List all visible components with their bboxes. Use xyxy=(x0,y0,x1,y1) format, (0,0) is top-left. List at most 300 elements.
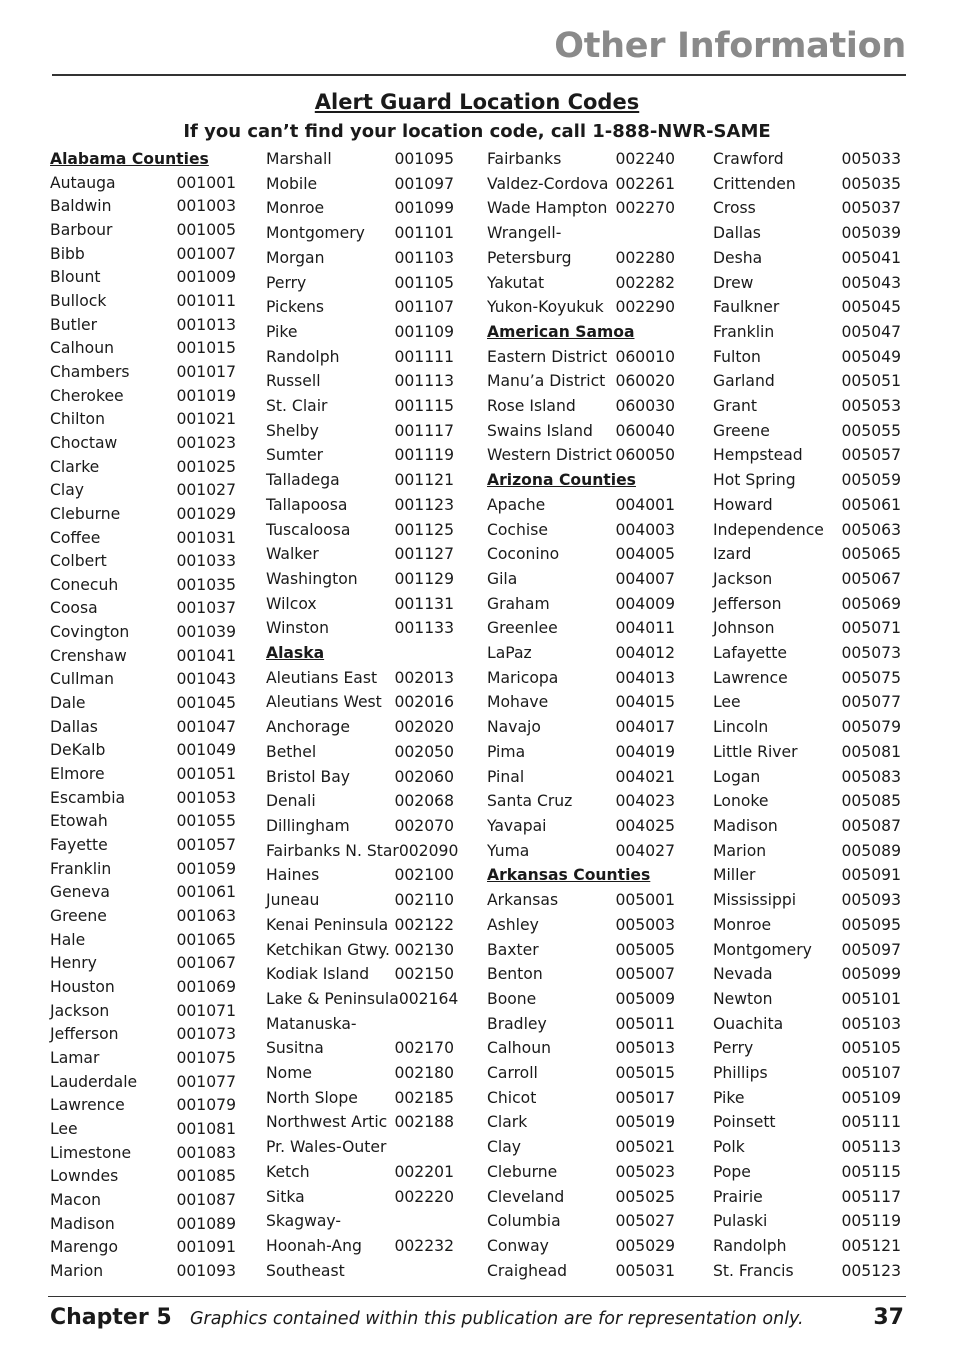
location-name: Cleburne xyxy=(50,504,121,523)
location-code: 001029 xyxy=(176,504,236,523)
location-row xyxy=(50,718,236,736)
location-code: 001099 xyxy=(394,199,454,218)
location-code: 005109 xyxy=(841,1088,901,1107)
location-name: Marion xyxy=(50,1261,104,1280)
location-code: 005065 xyxy=(841,545,901,564)
location-name: Blount xyxy=(50,268,101,287)
location-row xyxy=(50,481,236,499)
location-row xyxy=(50,221,236,239)
location-row xyxy=(266,323,454,341)
location-name: Navajo xyxy=(487,718,541,737)
location-name: Clark xyxy=(487,1113,528,1132)
location-code: 001091 xyxy=(176,1238,236,1257)
location-code: 002050 xyxy=(394,742,454,761)
location-row xyxy=(266,175,454,193)
location-name: Logan xyxy=(713,767,761,786)
location-row xyxy=(50,789,236,807)
location-name: Clay xyxy=(487,1138,522,1157)
location-code: 001037 xyxy=(176,599,236,618)
location-code: 005099 xyxy=(841,965,901,984)
location-row xyxy=(50,1191,236,1209)
location-code: 005089 xyxy=(841,841,901,860)
location-code: 005047 xyxy=(841,322,901,341)
location-row xyxy=(266,1015,454,1033)
location-row xyxy=(487,274,675,292)
location-row xyxy=(487,792,675,810)
location-row xyxy=(487,693,675,711)
location-code: 004027 xyxy=(615,841,675,860)
location-name: Pike xyxy=(266,322,298,341)
location-name: Graham xyxy=(487,594,550,613)
location-row xyxy=(50,316,236,334)
location-row xyxy=(266,1113,454,1131)
location-row xyxy=(266,1188,454,1206)
location-code: 005075 xyxy=(841,668,901,687)
location-code: 001101 xyxy=(394,224,454,243)
location-row xyxy=(266,1138,454,1156)
location-name: Cleburne xyxy=(487,1162,558,1181)
location-row xyxy=(266,768,454,786)
location-row xyxy=(50,197,236,215)
location-code: 005049 xyxy=(841,347,901,366)
location-row xyxy=(266,298,454,316)
location-code: 001065 xyxy=(176,930,236,949)
location-code: 005073 xyxy=(841,644,901,663)
location-code: 005015 xyxy=(615,1064,675,1083)
location-name: Lonoke xyxy=(713,792,769,811)
location-row xyxy=(266,545,454,563)
location-name: Perry xyxy=(713,1039,754,1058)
location-name: Maricopa xyxy=(487,668,559,687)
location-row xyxy=(50,552,236,570)
location-name: Winston xyxy=(266,619,329,638)
location-code: 005087 xyxy=(841,816,901,835)
location-name: Ashley xyxy=(487,915,539,934)
location-code: 001107 xyxy=(394,298,454,317)
location-row xyxy=(50,765,236,783)
location-row xyxy=(266,570,454,588)
location-name: Benton xyxy=(487,965,543,984)
state-heading-label: American Samoa xyxy=(487,322,635,341)
location-code: 001125 xyxy=(394,520,454,539)
location-row xyxy=(713,298,901,316)
location-row xyxy=(487,446,675,464)
location-row xyxy=(50,576,236,594)
location-name: Yakutat xyxy=(487,273,545,292)
location-row xyxy=(487,348,675,366)
location-row xyxy=(713,1064,901,1082)
location-row xyxy=(713,792,901,810)
location-code: 004015 xyxy=(615,693,675,712)
location-row xyxy=(713,545,901,563)
location-row xyxy=(50,339,236,357)
location-row xyxy=(50,623,236,641)
location-code: 005017 xyxy=(615,1088,675,1107)
location-name: Clay xyxy=(50,481,85,500)
location-name: Aleutians West xyxy=(266,693,382,712)
location-code: 002164 xyxy=(398,989,459,1008)
location-name: Hempstead xyxy=(713,446,803,465)
location-name: Drew xyxy=(713,273,754,292)
location-code: 002201 xyxy=(394,1162,454,1181)
location-row xyxy=(713,866,901,884)
location-code: 005027 xyxy=(615,1212,675,1231)
location-row xyxy=(50,1167,236,1185)
location-row xyxy=(50,245,236,263)
location-name: Cherokee xyxy=(50,386,124,405)
location-code: 004011 xyxy=(615,619,675,638)
location-code: 004019 xyxy=(615,742,675,761)
location-code: 002100 xyxy=(394,866,454,885)
location-name: Lamar xyxy=(50,1048,100,1067)
location-row xyxy=(50,1073,236,1091)
location-row xyxy=(713,990,901,1008)
location-name: Garland xyxy=(713,372,775,391)
location-code: 005069 xyxy=(841,594,901,613)
location-name: Petersburg xyxy=(487,248,572,267)
page-number: 37 xyxy=(873,1305,904,1330)
location-code: 005063 xyxy=(841,520,901,539)
location-code: 005107 xyxy=(841,1064,901,1083)
location-code: 001035 xyxy=(176,575,236,594)
location-name: Calhoun xyxy=(50,339,114,358)
location-name: Pulaski xyxy=(713,1212,768,1231)
location-name: Lee xyxy=(713,693,741,712)
location-name: Skagway- xyxy=(266,1212,341,1231)
location-code: 002290 xyxy=(615,298,675,317)
location-name: Fairbanks xyxy=(487,150,562,168)
location-row xyxy=(487,842,675,860)
location-name: Hoonah-Ang xyxy=(266,1236,362,1255)
location-name: Sumter xyxy=(266,446,324,465)
location-row xyxy=(487,743,675,761)
location-row xyxy=(487,1138,675,1156)
location-name: Montgomery xyxy=(266,224,365,243)
location-row xyxy=(713,768,901,786)
location-row xyxy=(487,298,675,316)
location-name: Matanuska- xyxy=(266,1014,357,1033)
location-row xyxy=(487,199,675,217)
location-code: 002270 xyxy=(615,199,675,218)
location-name: Aleutians East xyxy=(266,668,378,687)
location-code: 005061 xyxy=(841,495,901,514)
location-code: 005117 xyxy=(841,1187,901,1206)
location-row xyxy=(50,529,236,547)
location-code: 001117 xyxy=(394,421,454,440)
location-code: 005111 xyxy=(841,1113,901,1132)
location-name: Crittenden xyxy=(713,174,796,193)
location-code: 004007 xyxy=(615,569,675,588)
location-row xyxy=(50,1238,236,1256)
location-code: 001067 xyxy=(176,954,236,973)
location-name: Howard xyxy=(713,495,773,514)
location-name: Lafayette xyxy=(713,644,787,663)
location-code: 002060 xyxy=(394,767,454,786)
location-name: Lawrence xyxy=(713,668,788,687)
location-row xyxy=(50,1025,236,1043)
location-code: 005057 xyxy=(841,446,901,465)
location-name: Prairie xyxy=(713,1187,763,1206)
location-name: Coconino xyxy=(487,545,560,564)
location-code: 005123 xyxy=(841,1261,901,1280)
location-code: 001113 xyxy=(394,372,454,391)
location-code: 005021 xyxy=(615,1138,675,1157)
location-row xyxy=(266,891,454,909)
location-row xyxy=(266,989,459,1008)
location-row xyxy=(266,965,454,983)
location-row xyxy=(50,954,236,972)
location-name: Talladega xyxy=(266,471,340,490)
location-row xyxy=(50,363,236,381)
location-row xyxy=(713,1237,901,1255)
location-name: Western District xyxy=(487,446,612,465)
location-name: Columbia xyxy=(487,1212,561,1231)
location-name: Northwest Artic xyxy=(266,1113,388,1132)
location-row xyxy=(50,978,236,996)
location-name: Dallas xyxy=(713,224,761,243)
location-row xyxy=(266,422,454,440)
location-name: Tuscaloosa xyxy=(266,520,351,539)
location-name: Bethel xyxy=(266,742,317,761)
location-code: 005085 xyxy=(841,792,901,811)
location-code: 001049 xyxy=(176,741,236,760)
location-name: Butler xyxy=(50,315,98,334)
location-row xyxy=(50,694,236,712)
location-row xyxy=(50,647,236,665)
location-name: Miller xyxy=(713,866,756,885)
location-code: 001021 xyxy=(176,410,236,429)
location-name: Juneau xyxy=(266,891,320,910)
location-name: Newton xyxy=(713,989,773,1008)
location-row xyxy=(713,718,901,736)
location-code: 002130 xyxy=(394,940,454,959)
location-row xyxy=(266,1262,454,1280)
location-row xyxy=(50,458,236,476)
location-name: Henry xyxy=(50,954,97,973)
location-code: 005097 xyxy=(841,940,901,959)
state-heading-label: Arkansas Counties xyxy=(487,866,651,885)
location-name: Choctaw xyxy=(50,433,118,452)
location-name: St. Francis xyxy=(713,1261,794,1280)
location-row xyxy=(266,916,454,934)
location-code: 001061 xyxy=(176,883,236,902)
location-name: Manu’a District xyxy=(487,372,606,391)
location-row xyxy=(266,1163,454,1181)
location-name: Pope xyxy=(713,1162,751,1181)
location-row xyxy=(713,595,901,613)
location-code: 005045 xyxy=(841,298,901,317)
location-code: 004025 xyxy=(615,816,675,835)
location-code: 005119 xyxy=(841,1212,901,1231)
location-name: Wrangell- xyxy=(487,224,562,243)
location-code: 001023 xyxy=(176,433,236,452)
location-name: Johnson xyxy=(713,619,775,638)
location-code: 001041 xyxy=(176,646,236,665)
location-code: 004009 xyxy=(615,594,675,613)
location-row xyxy=(50,812,236,830)
location-row xyxy=(713,669,901,687)
location-row xyxy=(487,1113,675,1131)
location-code: 002261 xyxy=(615,174,675,193)
footer-rule xyxy=(48,1296,906,1297)
location-name: Mississippi xyxy=(713,891,797,910)
location-name: Denali xyxy=(266,792,316,811)
location-code: 005079 xyxy=(841,718,901,737)
location-row xyxy=(50,1096,236,1114)
location-name: Greene xyxy=(713,421,770,440)
location-code: 001133 xyxy=(394,619,454,638)
location-row xyxy=(713,842,901,860)
location-code: 001121 xyxy=(394,471,454,490)
location-code: 005105 xyxy=(841,1039,901,1058)
state-heading xyxy=(487,323,675,341)
location-row xyxy=(713,1089,901,1107)
location-name: Anchorage xyxy=(266,718,351,737)
location-row xyxy=(487,817,675,835)
location-code: 001011 xyxy=(176,291,236,310)
location-code: 001063 xyxy=(176,907,236,925)
location-name: Nevada xyxy=(713,965,773,984)
location-name: Faulkner xyxy=(713,298,780,317)
location-name: Marion xyxy=(713,841,767,860)
location-row xyxy=(50,1049,236,1067)
location-code: 001043 xyxy=(176,670,236,689)
location-name: Etowah xyxy=(50,812,108,831)
location-row xyxy=(487,397,675,415)
location-name: Madison xyxy=(713,816,778,835)
location-code: 005031 xyxy=(615,1261,675,1280)
location-code: 001085 xyxy=(176,1167,236,1186)
location-name: Lowndes xyxy=(50,1167,119,1186)
location-name: Craighead xyxy=(487,1261,568,1280)
location-code: 001105 xyxy=(394,273,454,292)
location-code: 001073 xyxy=(176,1025,236,1044)
location-row xyxy=(487,545,675,563)
location-code: 005003 xyxy=(615,915,675,934)
location-row xyxy=(713,150,901,168)
footer-disclaimer: Graphics contained within this publication are for representation only. xyxy=(190,1309,804,1329)
location-code: 001005 xyxy=(176,220,236,239)
location-code: 001033 xyxy=(176,552,236,571)
location-row xyxy=(266,595,454,613)
location-name: Coosa xyxy=(50,599,98,618)
location-name: Sitka xyxy=(266,1187,305,1206)
location-code: 001031 xyxy=(176,528,236,547)
location-name: Dallas xyxy=(50,717,98,736)
location-name: Lincoln xyxy=(713,718,769,737)
location-name: Cleveland xyxy=(487,1187,565,1206)
location-code: 001109 xyxy=(394,322,454,341)
location-row xyxy=(713,1039,901,1057)
location-row xyxy=(713,521,901,539)
location-name: Crawford xyxy=(713,150,784,168)
location-column-3 xyxy=(487,150,675,1280)
location-row xyxy=(266,1237,454,1255)
location-row xyxy=(266,496,454,514)
location-row xyxy=(266,397,454,415)
location-row xyxy=(266,743,454,761)
location-name: Montgomery xyxy=(713,940,812,959)
location-row xyxy=(50,505,236,523)
location-code: 005037 xyxy=(841,199,901,218)
chapter-label: Chapter 5 xyxy=(50,1305,172,1330)
location-code: 004023 xyxy=(615,792,675,811)
location-code: 002110 xyxy=(394,891,454,910)
location-name: Baxter xyxy=(487,940,539,959)
location-code: 005091 xyxy=(841,866,901,885)
location-name: Jefferson xyxy=(50,1025,119,1044)
location-code: 001087 xyxy=(176,1190,236,1209)
location-code: 005053 xyxy=(841,397,901,416)
location-row xyxy=(50,387,236,405)
location-name: St. Clair xyxy=(266,397,328,416)
location-name: Pinal xyxy=(487,767,525,786)
location-name: Polk xyxy=(713,1138,745,1157)
location-code: 001027 xyxy=(176,481,236,500)
location-row xyxy=(713,743,901,761)
location-code: 002232 xyxy=(394,1236,454,1255)
location-code: 002070 xyxy=(394,816,454,835)
location-row xyxy=(50,931,236,949)
location-code: 060020 xyxy=(615,372,675,391)
location-row xyxy=(487,1212,675,1230)
page-header-title: Other Information xyxy=(554,26,906,66)
location-name: Franklin xyxy=(713,322,775,341)
location-code: 005029 xyxy=(615,1236,675,1255)
location-row xyxy=(713,446,901,464)
location-name: Randolph xyxy=(713,1236,787,1255)
location-row xyxy=(50,741,236,759)
location-name: Bristol Bay xyxy=(266,767,350,786)
location-row xyxy=(487,150,675,168)
location-name: Calhoun xyxy=(487,1039,551,1058)
location-name: Macon xyxy=(50,1190,102,1209)
location-row xyxy=(266,693,454,711)
location-row xyxy=(266,521,454,539)
location-code: 001129 xyxy=(394,569,454,588)
location-row xyxy=(713,348,901,366)
location-column-1 xyxy=(50,150,236,1280)
location-name: Desha xyxy=(713,248,763,267)
location-name: Fayette xyxy=(50,836,108,855)
location-name: Chambers xyxy=(50,362,130,381)
section-subtitle: If you can’t find your location code, call 1-888-NWR-SAME xyxy=(183,121,771,142)
location-code: 005101 xyxy=(841,989,901,1008)
location-name: Lake & Peninsula xyxy=(266,989,399,1008)
location-code: 005081 xyxy=(841,742,901,761)
location-row xyxy=(487,1039,675,1057)
location-name: Conecuh xyxy=(50,575,119,594)
location-name: Swains Island xyxy=(487,421,593,440)
location-code: 001045 xyxy=(176,694,236,713)
location-code: 005019 xyxy=(615,1113,675,1132)
location-name: Poinsett xyxy=(713,1113,776,1132)
location-code: 001119 xyxy=(394,446,454,465)
location-name: Grant xyxy=(713,397,758,416)
location-name: Phillips xyxy=(713,1064,768,1083)
location-code: 001089 xyxy=(176,1214,236,1233)
location-row xyxy=(266,1089,454,1107)
location-row xyxy=(487,644,675,662)
location-name: Independence xyxy=(713,520,824,539)
location-code: 001103 xyxy=(394,248,454,267)
location-code: 001071 xyxy=(176,1001,236,1020)
location-row xyxy=(487,718,675,736)
location-row xyxy=(266,1039,454,1057)
location-row xyxy=(487,669,675,687)
location-row xyxy=(713,1113,901,1131)
location-name: Chilton xyxy=(50,410,105,429)
